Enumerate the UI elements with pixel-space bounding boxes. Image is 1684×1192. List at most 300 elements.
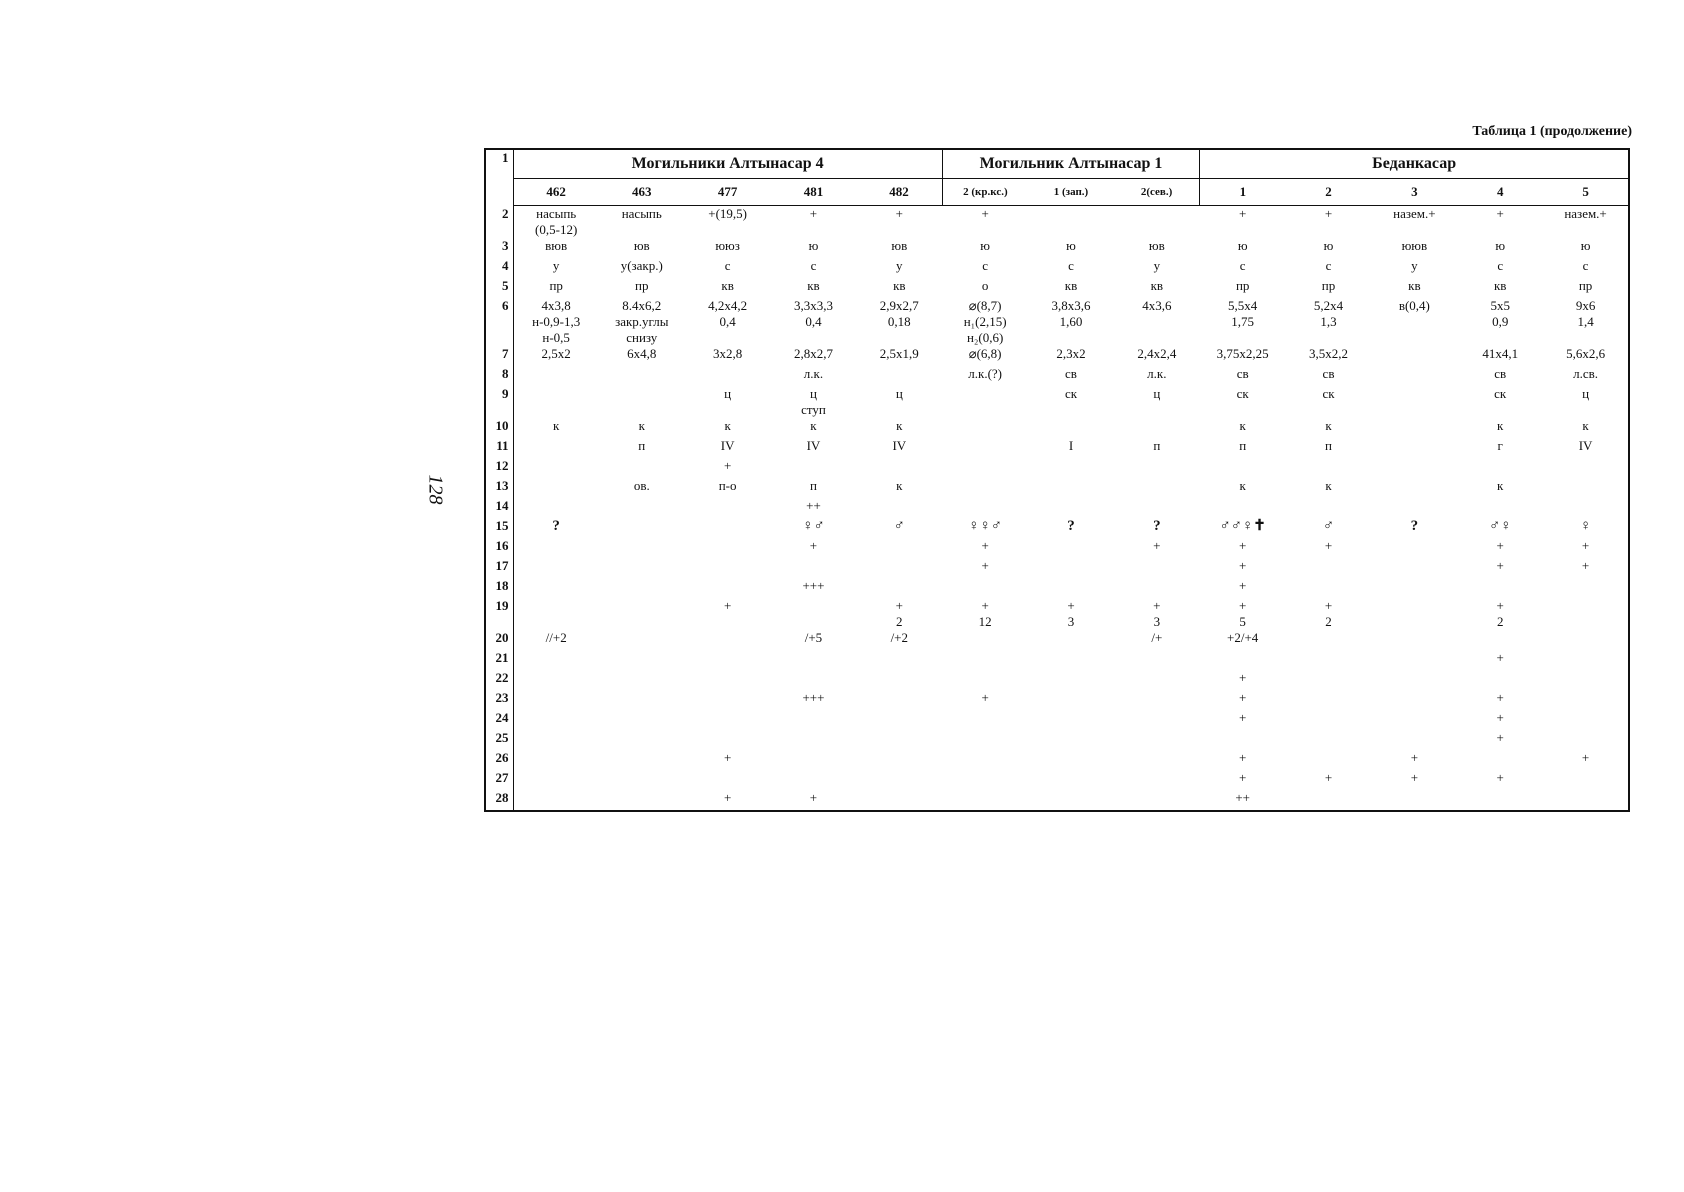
table-cell: св — [1236, 366, 1249, 381]
row-number: 6 — [485, 298, 513, 346]
column-header: 2(сев.) — [1114, 179, 1200, 206]
table-cell: к — [638, 418, 645, 433]
table-cell: кв — [807, 278, 820, 293]
table-cell — [856, 458, 942, 478]
table-row — [485, 598, 1629, 630]
table-cell: + — [1153, 538, 1161, 553]
table-cell: к — [810, 418, 817, 433]
table-cell: 4х3,6 — [1142, 298, 1172, 313]
table-cell — [942, 478, 1028, 498]
table-row — [485, 790, 1629, 811]
table-cell: к — [1497, 418, 1504, 433]
table-cell — [1543, 650, 1629, 670]
table-cell — [1200, 650, 1286, 670]
table-row — [485, 750, 1629, 770]
table-cell: 5,6х2,6 — [1566, 346, 1606, 361]
table-cell: IV — [720, 438, 735, 453]
table-cell — [1371, 478, 1457, 498]
table-row — [485, 206, 1629, 239]
table-cell — [1114, 578, 1200, 598]
table-cell: п-о — [718, 478, 737, 493]
table-cell: ск — [1494, 386, 1507, 401]
table-cell: + — [1496, 690, 1504, 705]
table-cell — [856, 538, 942, 558]
table-cell: ⌀(8,7) н₁(2,15) н₂(0,6) — [963, 298, 1007, 345]
table-cell — [1371, 558, 1457, 578]
table-cell: + — [1410, 770, 1419, 785]
table-cell — [685, 650, 771, 670]
table-cell: + — [1496, 730, 1504, 745]
table-cell: с — [1239, 258, 1246, 273]
table-cell — [771, 598, 857, 630]
row-number: 15 — [485, 518, 513, 538]
table-cell: + — [723, 790, 732, 805]
table-cell — [856, 498, 942, 518]
table-cell — [856, 710, 942, 730]
table-cell: 3,3х3,3 0,4 — [793, 298, 833, 329]
table-cell — [513, 386, 599, 418]
table-cell — [599, 518, 685, 538]
row-number: 9 — [485, 386, 513, 418]
table-cell: 2,4х2,4 — [1137, 346, 1177, 361]
group-header: Могильники Алтынасар 4 — [513, 149, 942, 179]
table-cell: у — [1411, 258, 1418, 273]
table-cell — [599, 750, 685, 770]
table-cell — [513, 458, 599, 478]
table-cell: ц ступ — [801, 386, 826, 417]
table-cell — [599, 498, 685, 518]
table-cell — [1028, 558, 1114, 578]
table-cell — [1543, 498, 1629, 518]
table-cell: ? — [1153, 518, 1161, 534]
table-cell — [1114, 478, 1200, 498]
table-cell: у — [552, 258, 560, 273]
table-cell — [1200, 458, 1286, 478]
table-cell — [685, 710, 771, 730]
table-cell: ♂ — [893, 518, 905, 534]
table-cell: с — [1068, 258, 1074, 273]
column-header-row — [485, 179, 1629, 206]
table-body — [485, 206, 1629, 812]
table-cell: 8.4х6,2 закр.углы снизу — [615, 298, 669, 345]
table-cell: кв — [893, 278, 906, 293]
table-cell: IV — [1578, 438, 1593, 453]
table-cell — [856, 578, 942, 598]
group-header: Могильник Алтынасар 1 — [942, 149, 1200, 179]
table-cell: к — [553, 418, 560, 433]
table-cell: +(19,5) — [708, 206, 747, 221]
row-number: 11 — [485, 438, 513, 458]
table-cell — [1028, 498, 1114, 518]
table-cell — [1114, 650, 1200, 670]
table-cell: + 5 — [1239, 598, 1247, 629]
table-cell — [1543, 578, 1629, 598]
table-cell — [771, 458, 857, 478]
table-cell: св — [1065, 366, 1077, 381]
table-cell — [856, 790, 942, 811]
table-cell — [513, 730, 599, 750]
table-cell: вюв — [545, 238, 568, 253]
table-cell — [685, 518, 771, 538]
table-cell: + — [1324, 206, 1333, 221]
table-cell: 2,5х1,9 — [879, 346, 919, 361]
table-cell — [942, 710, 1028, 730]
table-cell: 41х4,1 — [1482, 346, 1519, 361]
table-cell: + — [895, 206, 903, 221]
table-cell: + — [1581, 750, 1590, 765]
table-cell: /+5 — [804, 630, 823, 645]
table-cell: + — [1581, 538, 1590, 553]
table-cell: + — [1410, 750, 1419, 765]
table-cell — [513, 478, 599, 498]
table-cell — [1114, 750, 1200, 770]
table-cell: + — [723, 458, 732, 473]
table-cell — [856, 730, 942, 750]
table-cell: ов. — [633, 478, 650, 493]
table-cell: /+2 — [890, 630, 909, 645]
table-cell: у — [896, 258, 903, 273]
table-cell: ююз — [715, 238, 740, 253]
table-cell — [771, 670, 857, 690]
table-cell — [599, 538, 685, 558]
row-number: 7 — [485, 346, 513, 366]
row-number: 2 — [485, 206, 513, 239]
row-number: 4 — [485, 258, 513, 278]
table-cell — [1371, 710, 1457, 730]
table-cell — [1114, 690, 1200, 710]
table-cell: + — [809, 538, 818, 553]
table-cell — [1286, 670, 1372, 690]
table-cell — [513, 690, 599, 710]
column-header: 481 — [771, 179, 857, 206]
table-cell — [1457, 458, 1543, 478]
table-cell — [1371, 498, 1457, 518]
table-cell — [942, 418, 1028, 438]
table-cell — [513, 438, 599, 458]
table-cell: 3,75х2,25 — [1216, 346, 1269, 361]
table-cell — [599, 578, 685, 598]
table-cell — [513, 790, 599, 811]
table-cell: п — [638, 438, 646, 453]
table-cell: //+2 — [545, 630, 567, 645]
table-cell — [1114, 206, 1200, 239]
table-cell: у — [1153, 258, 1161, 273]
table-row — [485, 770, 1629, 790]
table-cell — [1114, 770, 1200, 790]
table-cell — [685, 498, 771, 518]
group-header-row — [485, 149, 1629, 179]
table-cell: к — [896, 418, 903, 433]
table-cell — [599, 670, 685, 690]
table-cell — [685, 558, 771, 578]
table-cell: к — [896, 478, 903, 493]
table-row — [485, 458, 1629, 478]
table-cell: 4,2х4,2 0,4 — [708, 298, 748, 329]
table-cell — [856, 670, 942, 690]
table-cell — [1114, 558, 1200, 578]
table-cell: ю — [1495, 238, 1506, 253]
table-cell: ююв — [1401, 238, 1428, 253]
table-cell — [685, 630, 771, 650]
table-cell: пр — [549, 278, 563, 293]
table-cell: 2,5х2 — [541, 346, 571, 361]
table-cell: пр — [1578, 278, 1593, 293]
table-cell: кв — [1150, 278, 1164, 293]
column-header: 4 — [1457, 179, 1543, 206]
table-cell: + — [1239, 558, 1247, 573]
table-cell: +++ — [802, 578, 825, 593]
table-cell — [1286, 578, 1372, 598]
table-cell: с — [724, 258, 731, 273]
table-cell: + — [1239, 538, 1247, 553]
table-row — [485, 730, 1629, 750]
table-cell: I — [1068, 438, 1074, 453]
row-number: 18 — [485, 578, 513, 598]
table-cell — [942, 750, 1028, 770]
table-cell: 2,9х2,7 0,18 — [879, 298, 919, 329]
table-cell: + — [1324, 538, 1333, 553]
table-cell — [1114, 670, 1200, 690]
table-cell: с — [810, 258, 817, 273]
table-cell — [1371, 630, 1457, 650]
table-cell: юв — [891, 238, 908, 253]
column-header: 1 (зап.) — [1028, 179, 1114, 206]
table-cell: ? — [552, 518, 560, 534]
table-row — [485, 710, 1629, 730]
table-cell: + — [1324, 770, 1333, 785]
table-cell — [942, 790, 1028, 811]
table-cell: + — [981, 558, 989, 573]
column-header: 482 — [856, 179, 942, 206]
table-cell: пр — [1235, 278, 1250, 293]
table-row — [485, 298, 1629, 346]
table-cell: 9х6 1,4 — [1575, 298, 1596, 329]
table-cell: ? — [1067, 518, 1075, 534]
table-cell — [1286, 690, 1372, 710]
table-cell: ♂♀ — [1488, 518, 1512, 534]
table-cell — [1286, 790, 1372, 811]
table-cell — [771, 650, 857, 670]
table-cell: IV — [806, 438, 821, 453]
table-cell: /+ — [1151, 630, 1163, 645]
table-cell: + — [981, 538, 989, 553]
table-cell — [685, 578, 771, 598]
table-cell: пр — [635, 278, 649, 293]
table-cell: насыпь (0,5-12) — [535, 206, 578, 237]
table-cell: ♂♂♀✝ — [1219, 518, 1266, 534]
table-cell: + 3 — [1153, 598, 1161, 629]
column-header: 477 — [685, 179, 771, 206]
table-cell — [599, 790, 685, 811]
table-cell: назем.+ — [1393, 206, 1436, 221]
table-row — [485, 478, 1629, 498]
table-cell — [1457, 630, 1543, 650]
group-header: Беданкасар — [1200, 149, 1629, 179]
table-cell — [513, 498, 599, 518]
table-cell — [856, 366, 942, 386]
table-cell — [856, 750, 942, 770]
table-row — [485, 418, 1629, 438]
column-header: 462 — [513, 179, 599, 206]
row-number: 19 — [485, 598, 513, 630]
table-cell — [513, 770, 599, 790]
row-number: 28 — [485, 790, 513, 811]
table-cell — [771, 558, 857, 578]
table-cell: ++ — [806, 498, 821, 513]
table-cell — [513, 538, 599, 558]
table-cell: ц — [1582, 386, 1590, 401]
table-cell — [599, 458, 685, 478]
table-cell: св — [1322, 366, 1335, 381]
table-cell — [1543, 478, 1629, 498]
table-cell: п — [1325, 438, 1332, 453]
row-number: 8 — [485, 366, 513, 386]
table-cell — [1028, 750, 1114, 770]
table-cell — [942, 386, 1028, 418]
table-cell: к — [1497, 478, 1504, 493]
table-cell: 5,2х4 1,3 — [1313, 298, 1344, 329]
table-cell: кв — [1064, 278, 1078, 293]
table-cell — [942, 438, 1028, 458]
table-cell — [685, 730, 771, 750]
table-cell: + — [1239, 770, 1247, 785]
table-cell: +2/+4 — [1227, 630, 1259, 645]
table-cell — [942, 730, 1028, 750]
table-cell — [771, 710, 857, 730]
table-cell: + — [1496, 650, 1504, 665]
row-number: 3 — [485, 238, 513, 258]
table-cell — [1457, 790, 1543, 811]
table-cell — [513, 750, 599, 770]
column-header: 1 — [1200, 179, 1286, 206]
table-cell: + — [981, 206, 989, 221]
table-cell: + 3 — [1067, 598, 1075, 629]
table-cell: + — [1239, 578, 1247, 593]
table-cell: ск — [1064, 386, 1078, 401]
row-number: 22 — [485, 670, 513, 690]
table-cell — [599, 650, 685, 670]
table-cell — [1286, 558, 1372, 578]
table-cell: 2,3х2 — [1056, 346, 1086, 361]
table-cell — [1543, 598, 1629, 630]
table-cell — [942, 770, 1028, 790]
table-cell — [1286, 630, 1372, 650]
table-cell: + — [1496, 710, 1504, 725]
table-cell: + 12 — [978, 598, 992, 629]
table-cell — [1286, 730, 1372, 750]
table-cell — [1114, 790, 1200, 811]
table-cell — [1028, 670, 1114, 690]
table-cell: ю — [1580, 238, 1591, 253]
table-cell: + 2 — [1324, 598, 1333, 629]
row-number: 25 — [485, 730, 513, 750]
table-cell: пр — [1321, 278, 1336, 293]
table-row — [485, 670, 1629, 690]
table-cell — [1371, 690, 1457, 710]
table-cell: 5,5х4 1,75 — [1228, 298, 1258, 329]
table-cell: с — [1325, 258, 1332, 273]
table-cell: ц — [724, 386, 732, 401]
table-cell: ♀ — [1579, 518, 1592, 534]
table-cell — [1028, 770, 1114, 790]
table-cell — [856, 690, 942, 710]
table-caption: Таблица 1 (продолжение) — [1472, 124, 1632, 139]
table-cell: + — [1239, 750, 1247, 765]
table-cell — [1457, 750, 1543, 770]
row-number: 5 — [485, 278, 513, 298]
table-cell — [685, 538, 771, 558]
row-number: 24 — [485, 710, 513, 730]
table-cell: + — [1239, 670, 1247, 685]
table-cell — [513, 670, 599, 690]
table-cell — [1371, 598, 1457, 630]
column-header: 5 — [1543, 179, 1629, 206]
table-cell — [685, 366, 771, 386]
table-cell — [771, 770, 857, 790]
table-cell: с — [1582, 258, 1589, 273]
table-cell — [513, 650, 599, 670]
table-cell: назем.+ — [1564, 206, 1607, 221]
table-cell — [856, 558, 942, 578]
table-cell: ск — [1236, 386, 1249, 401]
table-cell — [1028, 790, 1114, 811]
column-header: 463 — [599, 179, 685, 206]
table-cell — [599, 730, 685, 750]
table-cell — [1286, 750, 1372, 770]
table-row — [485, 630, 1629, 650]
table-cell — [1028, 630, 1114, 650]
table-cell — [1543, 690, 1629, 710]
table-row — [485, 498, 1629, 518]
table-cell — [513, 710, 599, 730]
row-number: 13 — [485, 478, 513, 498]
table-cell — [942, 650, 1028, 670]
table-row — [485, 438, 1629, 458]
table-cell: к — [1582, 418, 1589, 433]
table-cell — [1028, 578, 1114, 598]
table-cell: л.св. — [1573, 366, 1599, 381]
table-cell — [1028, 690, 1114, 710]
table-cell — [1028, 710, 1114, 730]
table-cell: ю — [1237, 238, 1248, 253]
row-number: 16 — [485, 538, 513, 558]
table-cell — [1200, 498, 1286, 518]
table-cell — [599, 386, 685, 418]
row-number: 17 — [485, 558, 513, 578]
table-cell — [1371, 366, 1457, 386]
table-cell: +++ — [802, 690, 825, 705]
table-row — [485, 558, 1629, 578]
table-cell: ю — [808, 238, 819, 253]
row-number: 23 — [485, 690, 513, 710]
table-cell — [1371, 538, 1457, 558]
table-cell — [1028, 418, 1114, 438]
table-cell — [1457, 670, 1543, 690]
table-cell — [1371, 578, 1457, 598]
table-cell: п — [1153, 438, 1161, 453]
table-cell — [1371, 386, 1457, 418]
row-number: 10 — [485, 418, 513, 438]
table-cell — [1457, 578, 1543, 598]
table-cell: о — [981, 278, 989, 293]
table-cell — [942, 630, 1028, 650]
table-cell: к — [724, 418, 731, 433]
table-row — [485, 278, 1629, 298]
table-cell: + — [1496, 770, 1504, 785]
table-cell — [856, 650, 942, 670]
table-cell — [1114, 730, 1200, 750]
table-cell — [1543, 770, 1629, 790]
